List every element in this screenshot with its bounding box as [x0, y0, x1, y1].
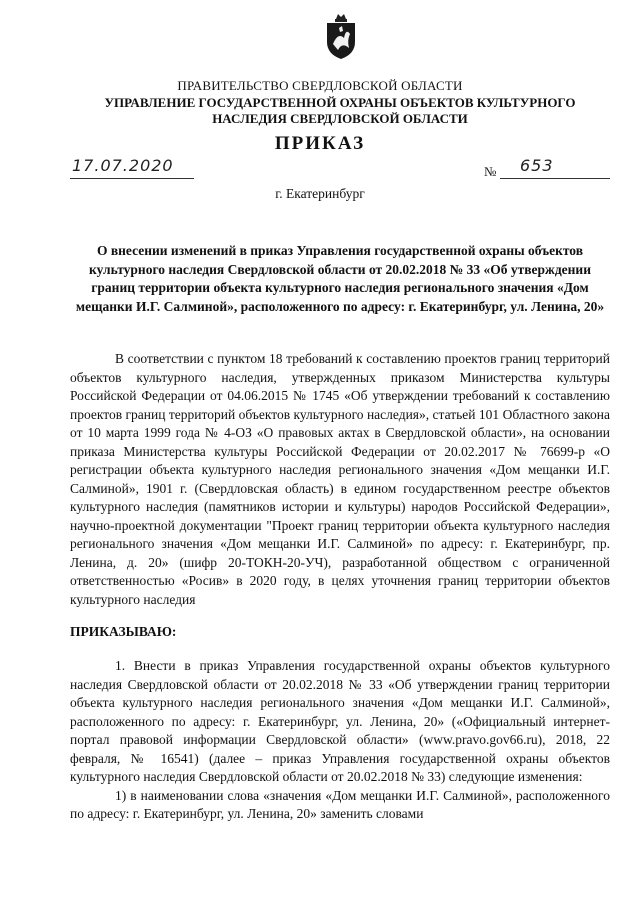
number-field	[500, 158, 610, 179]
city: г. Екатеринбург	[275, 186, 365, 201]
document-title: О внесении изменений в приказ Управления государственной охраны объектов культурного наследия Свердловской области от 20.02.2018 № 33 «Об утверждении границ территории объекта культурного наследия регионального значения «Дом мещанки И.Г. Салминой», расположенного по адресу: г. Екатеринбург, ул. Ленина, 20»	[75, 243, 605, 314]
handwritten-date: 17.07.2020	[72, 156, 174, 175]
number-label: №	[484, 164, 497, 179]
document-type: ПРИКАЗ	[274, 133, 366, 154]
order-item: 1. Внести в приказ Управления государственной охраны объектов культурного наследия Свердловской области от 20.02.2018 № 33 «Об утверждении границ территории объекта культурного наследия регионального значения «Дом мещанки И.Г. Салминой», расположенного по адресу: г. Екатеринбург, ул. Ленина, 20» («Официальный интернет-портал правовой информации Свердловской области» (www.pravo.gov66.ru), 2018, 22 февраля, № 16541) (далее – приказ Управления государственной охраны объектов культурного наследия Свердловской области от 20.02.2018 № 33) следующие изменения:	[70, 658, 610, 784]
date-field	[70, 158, 194, 179]
preamble-text: В соответствии с пунктом 18 требований к составлению проектов границ территорий объектов культурного наследия, утвержденных приказом Министерства культуры Российской Федерации от 04.06.2015 № 1745 «Об утверждении требований к составлению проектов границ территорий объектов культурного наследия», статьей 101 Областного закона от 10 марта 1999 года № 4-ОЗ «О правовых актах в Свердловской области», на основании приказа Министерства культуры Российской Федерации от 20.02.2017 № 76699-р «О регистрации объекта культурного наследия регионального значения «Дом мещанки И.Г. Салминой», 1901 г. (Свердловская область) в едином государственном реестре объектов культурного наследия (памятников истории и культуры) народов Российской Федерации», научно-проектной документации "Проект границ территории объекта культурного наследия регионального значения «Дом мещанки И.Г. Салминой» по адресу: г. Екатеринбург, пр. Ленина, д. 20» (шифр 20-ТОКН-20-УЧ), разработанной обществом с ограниченной ответственностью «Росив» в 2020 году, в целях уточнения границ территории объектов культурного наследия	[70, 351, 610, 607]
government-name: ПРАВИТЕЛЬСТВО СВЕРДЛОВСКОЙ ОБЛАСТИ	[177, 78, 463, 93]
preamble	[70, 350, 610, 609]
order-heading: ПРИКАЗЫВАЮ:	[70, 624, 177, 639]
order-subitem: 1) в наименовании слова «значения «Дом мещанки И.Г. Салминой», расположенного по адресу: г. Екатеринбург, ул. Ленина, 20» заменить словами	[70, 787, 610, 821]
coat-of-arms-icon	[324, 10, 358, 60]
order-items	[70, 657, 610, 824]
department-name: УПРАВЛЕНИЕ ГОСУДАРСТВЕННОЙ ОХРАНЫ ОБЪЕКТОВ КУЛЬТУРНОГО НАСЛЕДИЯ СВЕРДЛОВСКОЙ ОБЛАСТИ	[104, 95, 576, 126]
handwritten-number: 653	[520, 156, 554, 175]
